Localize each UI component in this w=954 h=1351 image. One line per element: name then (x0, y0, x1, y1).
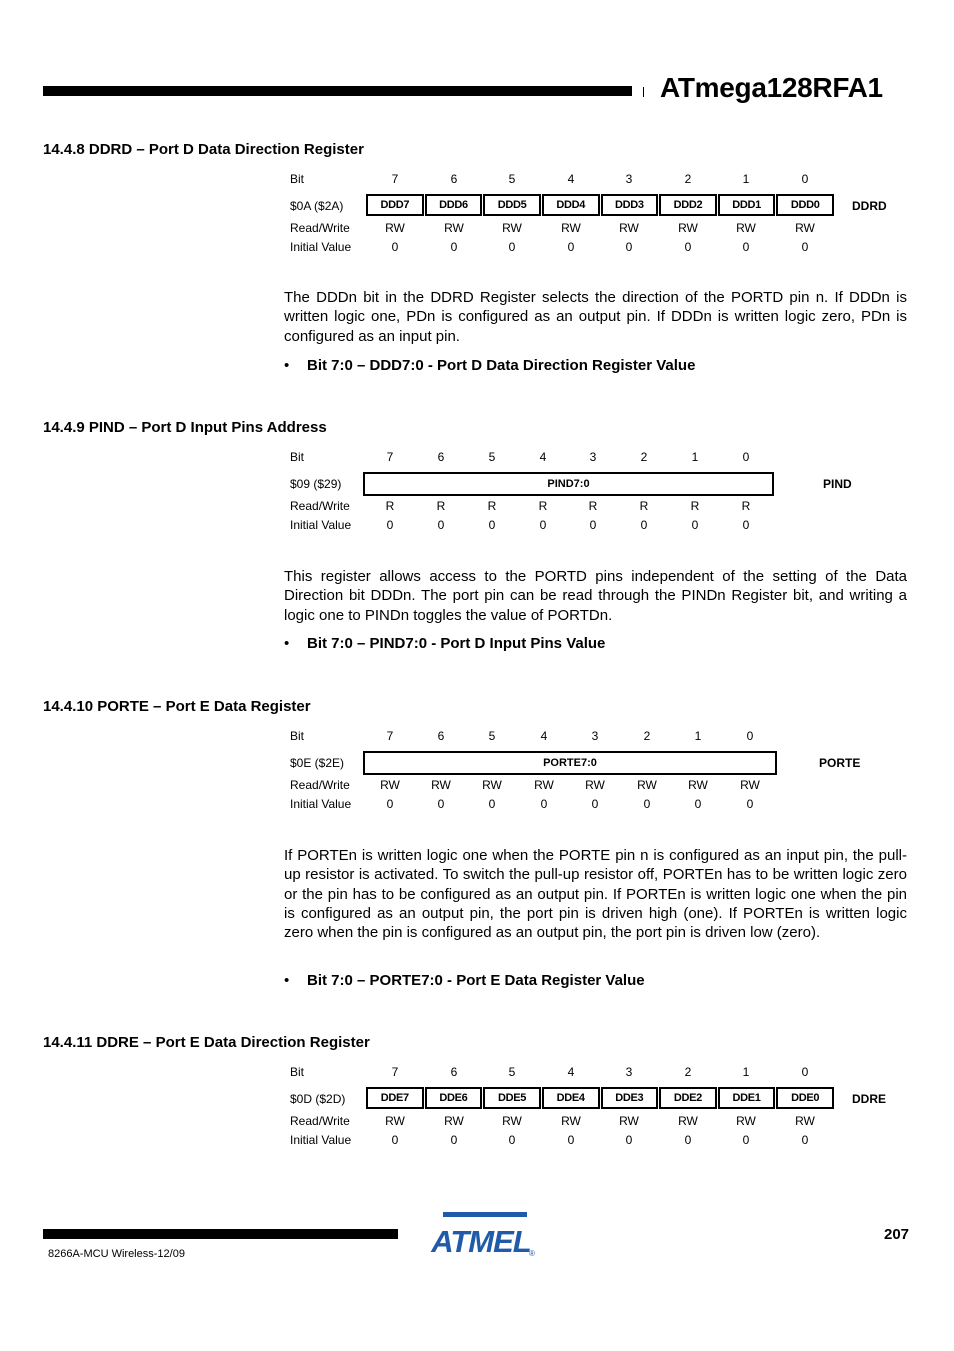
porte-bit-number: 0 (746, 729, 754, 743)
ddrd-bit-field: DDD1 (718, 194, 776, 216)
ddrd-rw-value: RW (502, 221, 522, 235)
ddre-initial-value: 0 (450, 1133, 458, 1147)
ddre-initial-value: 0 (391, 1133, 399, 1147)
ddrd-rw-value: RW (736, 221, 756, 235)
porte-initial-value: 0 (488, 797, 496, 811)
ddre-bit-field: DDE5 (483, 1087, 541, 1109)
porte-description: If PORTEn is written logic one when the PORTE pin n is configured as an input pin, the pull-up resistor is activated. To switch the pull-up resistor off, PORTEn has to be written logic zero or the pin has to be configured as an output pin. If PORTEn is written logic one when the pin is configured as an output pin, the port pin is driven high (one). If PORTEn is written logic zero when the pin is configured as an output pin, the port pin is driven low (zero). (284, 847, 907, 942)
ddre-rw-value: RW (385, 1114, 405, 1128)
porte-label-bit: Bit (290, 729, 305, 743)
porte-bit-field: PORTE7:0 (363, 751, 777, 775)
pind-bit-number: 6 (437, 450, 445, 464)
porte-bit-number: 3 (591, 729, 599, 743)
atmel-logo (429, 1209, 537, 1264)
ddrd-description: The DDDn bit in the DDRD Register selects the direction of the PORTD pin n. If DDDn is written logic one, PDn is configured as an output pin. If DDDn is written logic zero, PDn is configured as an input pin. (284, 289, 907, 345)
ddrd-bullet: • Bit 7:0 – DDD7:0 - Port D Data Direction Register Value (284, 357, 696, 374)
pind-initial-value: 0 (539, 518, 547, 532)
pind-initial-value: 0 (386, 518, 394, 532)
ddrd-bit-number: 3 (625, 172, 633, 186)
header-bar (43, 86, 632, 96)
ddrd-bit-field: DDD3 (601, 194, 659, 216)
ddrd-initial-value: 0 (801, 240, 809, 254)
ddre-rw-value: RW (444, 1114, 464, 1128)
section-heading-ddrd: 14.4.8 DDRD – Port D Data Direction Register (43, 141, 364, 158)
ddrd-rw-value: RW (444, 221, 464, 235)
pind-bullet-text: Bit 7:0 – PIND7:0 - Port D Input Pins Value (307, 635, 606, 652)
logo-text: ATMEL (431, 1224, 531, 1259)
pind-bit-field: PIND7:0 (363, 472, 774, 496)
ddre-register-name: DDRE (852, 1092, 887, 1106)
porte-register-name: PORTE (819, 756, 861, 770)
pind-bullet: • Bit 7:0 – PIND7:0 - Port D Input Pins Value (284, 635, 606, 652)
header-divider (643, 87, 644, 97)
pind-initial-value: 0 (691, 518, 699, 532)
page-number: 207 (884, 1226, 910, 1243)
section-heading-porte: 14.4.10 PORTE – Port E Data Register (43, 698, 311, 715)
ddre-rw-value: RW (678, 1114, 698, 1128)
pind-bit-number: 5 (488, 450, 496, 464)
pind-bit-number: 1 (691, 450, 699, 464)
pind-initial-value: 0 (488, 518, 496, 532)
ddrd-bit-number: 2 (684, 172, 692, 186)
ddre-rw-value: RW (561, 1114, 581, 1128)
ddrd-bit-number: 7 (391, 172, 399, 186)
pind-initial-value: 0 (437, 518, 445, 532)
ddre-initial-value: 0 (508, 1133, 516, 1147)
porte-rw-value: RW (534, 778, 554, 792)
section-heading-pind: 14.4.9 PIND – Port D Input Pins Address (43, 419, 327, 436)
porte-bullet: • Bit 7:0 – PORTE7:0 - Port E Data Register Value (284, 972, 645, 989)
porte-label-init: Initial Value (290, 797, 352, 811)
porte-initial-value: 0 (437, 797, 445, 811)
ddrd-bit-field: DDD4 (542, 194, 600, 216)
ddre-bit-field: DDE3 (601, 1087, 659, 1109)
ddre-label-bit: Bit (290, 1065, 305, 1079)
ddrd-rw-value: RW (561, 221, 581, 235)
document-title: ATmega128RFA1 (660, 72, 883, 103)
ddrd-initial-value: 0 (508, 240, 516, 254)
porte-bit-number: 6 (437, 729, 445, 743)
porte-bit-number: 2 (643, 729, 651, 743)
porte-bit-number: 5 (488, 729, 496, 743)
pind-rw-value: R (538, 499, 548, 513)
ddrd-rw-value: RW (619, 221, 639, 235)
pind-bit-number: 4 (539, 450, 547, 464)
ddre-label-init: Initial Value (290, 1133, 352, 1147)
ddrd-bit-number: 4 (567, 172, 575, 186)
porte-bit-number: 7 (386, 729, 394, 743)
porte-rw-value: RW (740, 778, 760, 792)
ddre-initial-value: 0 (567, 1133, 575, 1147)
pind-label-bit: Bit (290, 450, 305, 464)
porte-address: $0E ($2E) (290, 756, 345, 770)
ddrd-bit-field: DDD5 (483, 194, 541, 216)
ddrd-initial-value: 0 (625, 240, 633, 254)
ddre-bit-field: DDE2 (659, 1087, 717, 1109)
ddre-bit-number: 3 (625, 1065, 633, 1079)
porte-rw-value: RW (688, 778, 708, 792)
pind-register-name: PIND (823, 477, 852, 491)
pind-rw-value: R (639, 499, 649, 513)
porte-bullet-text: Bit 7:0 – PORTE7:0 - Port E Data Register Value (307, 972, 645, 989)
porte-bit-number: 4 (540, 729, 548, 743)
ddrd-rw-value: RW (385, 221, 405, 235)
pind-bit-number: 0 (742, 450, 750, 464)
pind-initial-value: 0 (640, 518, 648, 532)
pind-address: $09 ($29) (290, 477, 342, 491)
ddre-label-rw: Read/Write (290, 1114, 350, 1128)
ddre-bit-field: DDE1 (718, 1087, 776, 1109)
ddre-bit-number: 2 (684, 1065, 692, 1079)
ddrd-bit-field: DDD6 (425, 194, 483, 216)
ddre-bit-number: 6 (450, 1065, 458, 1079)
pind-initial-value: 0 (589, 518, 597, 532)
pind-bit-number: 7 (386, 450, 394, 464)
porte-initial-value: 0 (643, 797, 651, 811)
pind-rw-value: R (741, 499, 751, 513)
pind-rw-value: R (487, 499, 497, 513)
porte-initial-value: 0 (694, 797, 702, 811)
ddre-bit-field: DDE4 (542, 1087, 600, 1109)
ddrd-label-rw: Read/Write (290, 221, 350, 235)
porte-rw-value: RW (637, 778, 657, 792)
ddre-bit-field: DDE6 (425, 1087, 483, 1109)
ddrd-bit-field: DDD0 (776, 194, 834, 216)
pind-rw-value: R (385, 499, 395, 513)
ddre-bit-number: 1 (742, 1065, 750, 1079)
ddrd-bit-number: 6 (450, 172, 458, 186)
document-id: 8266A-MCU Wireless-12/09 (48, 1248, 185, 1260)
ddrd-rw-value: RW (678, 221, 698, 235)
pind-bit-number: 3 (589, 450, 597, 464)
ddre-bit-field: DDE7 (366, 1087, 424, 1109)
pind-bit-number: 2 (640, 450, 648, 464)
porte-initial-value: 0 (540, 797, 548, 811)
ddrd-bullet-text: Bit 7:0 – DDD7:0 - Port D Data Direction Register Value (307, 357, 696, 374)
atmel-logo-graphic (429, 1209, 537, 1259)
ddrd-label-init: Initial Value (290, 240, 352, 254)
ddrd-initial-value: 0 (567, 240, 575, 254)
porte-initial-value: 0 (386, 797, 394, 811)
ddre-rw-value: RW (619, 1114, 639, 1128)
ddre-bit-field: DDE0 (776, 1087, 834, 1109)
pind-label-rw: Read/Write (290, 499, 350, 513)
ddre-initial-value: 0 (625, 1133, 633, 1147)
logo-registered-mark: ® (529, 1249, 535, 1258)
ddrd-initial-value: 0 (684, 240, 692, 254)
ddrd-register-name: DDRD (852, 199, 887, 213)
ddre-initial-value: 0 (801, 1133, 809, 1147)
pind-description: This register allows access to the PORTD pins independent of the setting of the Data Direction bit DDDn. The port pin can be read through the PINDn Register bit, and writing a logic one to PINDn toggles the value of PORTDn. (284, 568, 907, 624)
ddrd-bit-number: 1 (742, 172, 750, 186)
pind-rw-value: R (588, 499, 598, 513)
ddre-rw-value: RW (795, 1114, 815, 1128)
section-heading-ddre: 14.4.11 DDRE – Port E Data Direction Register (43, 1034, 370, 1051)
porte-bit-number: 1 (694, 729, 702, 743)
ddrd-initial-value: 0 (742, 240, 750, 254)
ddre-bit-number: 5 (508, 1065, 516, 1079)
ddrd-bit-field: DDD7 (366, 194, 424, 216)
pind-rw-value: R (436, 499, 446, 513)
ddre-bit-number: 4 (567, 1065, 575, 1079)
ddre-initial-value: 0 (684, 1133, 692, 1147)
ddre-initial-value: 0 (742, 1133, 750, 1147)
ddre-rw-value: RW (736, 1114, 756, 1128)
pind-rw-value: R (690, 499, 700, 513)
ddrd-bit-field: DDD2 (659, 194, 717, 216)
ddrd-rw-value: RW (795, 221, 815, 235)
porte-rw-value: RW (431, 778, 451, 792)
ddre-bit-number: 0 (801, 1065, 809, 1079)
logo-top-stripe (443, 1212, 527, 1217)
ddre-address: $0D ($2D) (290, 1092, 346, 1106)
ddrd-label-bit: Bit (290, 172, 305, 186)
ddrd-address: $0A ($2A) (290, 199, 344, 213)
ddrd-initial-value: 0 (450, 240, 458, 254)
porte-initial-value: 0 (746, 797, 754, 811)
porte-initial-value: 0 (591, 797, 599, 811)
pind-initial-value: 0 (742, 518, 750, 532)
footer-bar (43, 1229, 398, 1239)
porte-rw-value: RW (482, 778, 502, 792)
porte-rw-value: RW (585, 778, 605, 792)
porte-label-rw: Read/Write (290, 778, 350, 792)
ddrd-initial-value: 0 (391, 240, 399, 254)
ddrd-bit-number: 5 (508, 172, 516, 186)
ddrd-bit-number: 0 (801, 172, 809, 186)
porte-rw-value: RW (380, 778, 400, 792)
ddre-rw-value: RW (502, 1114, 522, 1128)
ddre-bit-number: 7 (391, 1065, 399, 1079)
pind-label-init: Initial Value (290, 518, 352, 532)
